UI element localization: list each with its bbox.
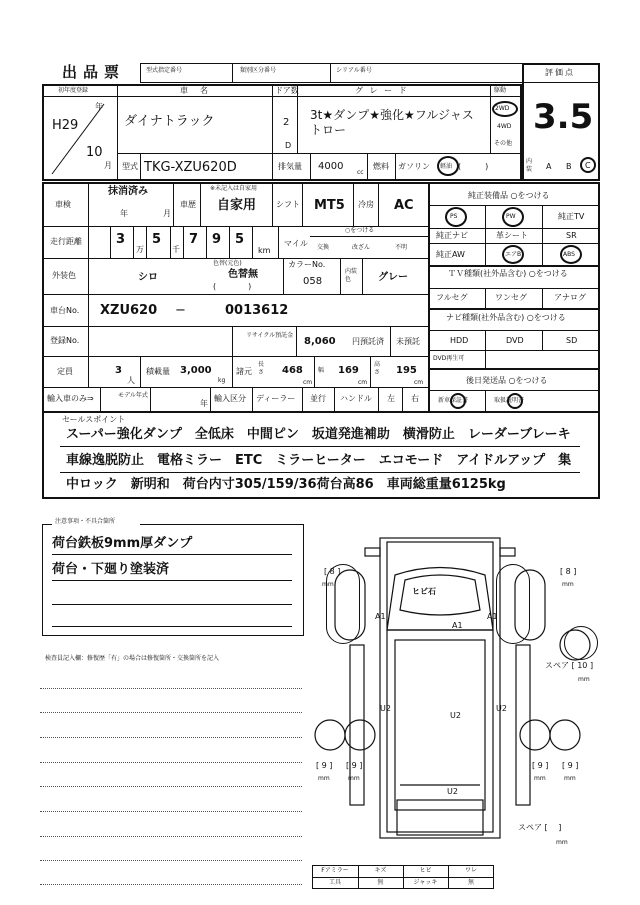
navi-title: ナビ種類(社外品含む) ○をつける — [446, 313, 566, 322]
handle-label: ハンドル — [340, 394, 372, 403]
history-label: 車歴 — [180, 200, 196, 209]
repaint-label: 色替(元色) — [213, 260, 242, 267]
spare-tire-circle — [564, 626, 598, 660]
import-class-label: 輸入区分 — [214, 394, 246, 403]
page-title: 出品票 — [62, 63, 126, 81]
meter-modified: 改ざん — [352, 244, 371, 251]
tv-oneseg: ワンセグ — [495, 293, 527, 302]
mark-u2-left: U2 — [380, 704, 391, 713]
sales-points-line-2: 車線逸脱防止 電格ミラー ETC ミラーヒーター エコモード アイドルアップ 集 — [66, 453, 572, 468]
front-right-tire — [496, 564, 530, 644]
repaint-value: 色替無 — [228, 269, 258, 280]
first-reg-year: H29 — [52, 118, 79, 133]
spare-front-label: スペア [ 10 ] — [545, 661, 594, 670]
shift-label: シフト — [276, 200, 300, 209]
displacement-unit: cc — [357, 169, 364, 176]
mileage-man: 万 — [136, 245, 144, 254]
legend-jack: ジャッキ — [413, 879, 438, 886]
history-note: ※未記入は自家用 — [210, 185, 258, 192]
sales-points-line-1: スーパー強化ダンプ 全低床 中間ピン 坂道発進補助 横滑防止 レーダーブレーキ — [66, 427, 571, 442]
color-code-label: カラーNo. — [288, 260, 326, 269]
history-value: 自家用 — [217, 198, 257, 213]
shift-value: MT5 — [314, 198, 345, 213]
mileage-label: 走行距離 — [50, 237, 82, 246]
chassis-label: 車台No. — [50, 306, 80, 315]
length-label: 長さ — [258, 361, 265, 376]
color-code: 058 — [303, 276, 323, 287]
height-value: 195 — [396, 365, 417, 376]
mileage-digit-3: 7 — [189, 232, 199, 247]
load-label: 積載量 — [146, 367, 170, 376]
legend-header-break: ワレ — [464, 867, 477, 874]
tread-rear-2: [ 9 ] — [346, 761, 363, 770]
spare-rear-unit: mm — [556, 839, 568, 846]
repaint-original: ( ) — [213, 282, 252, 291]
color-label: 外装色 — [52, 271, 76, 280]
handle-right: 右 — [411, 394, 419, 403]
inspection-label: 車検 — [55, 200, 71, 209]
import-dealer: ディーラー — [256, 394, 296, 403]
mileage-digit-1: 3 — [116, 232, 126, 247]
mileage-digit-5: 5 — [235, 232, 245, 247]
first-reg-label: 初年度登録 — [58, 87, 89, 94]
drive-2wd: 2WD — [495, 105, 510, 112]
inspection-month: 月 — [163, 209, 171, 218]
category-number-label: 類別区分番号 — [240, 67, 277, 74]
width-value: 169 — [338, 365, 359, 376]
model-year-label: モデル年式 — [118, 392, 148, 399]
tread-rear-1: [ 9 ] — [316, 761, 333, 770]
later-manual: 取扱説明書 — [494, 397, 525, 404]
navi-sd: SD — [566, 336, 578, 345]
mileage-sen: 千 — [172, 245, 180, 254]
height-unit: cm — [414, 379, 424, 386]
rating-value: 3.5 — [533, 97, 594, 137]
grade-label: グ レ ー ド — [355, 86, 409, 95]
tread-front-right-unit: mm — [562, 581, 574, 588]
front-left-tire — [326, 564, 360, 644]
car-name-label: 車 名 — [180, 86, 210, 95]
mark-a1-left: A1 — [375, 612, 386, 621]
meter-unknown: 不明 — [395, 244, 408, 251]
tread-rear-3-unit: mm — [534, 775, 546, 782]
equip-abs: ABS — [563, 251, 575, 258]
tread-front-right: [ 8 ] — [560, 567, 577, 576]
rating-label: 評価点 — [545, 68, 575, 77]
tread-rear-1-unit: mm — [318, 775, 330, 782]
recycle-paid: 円預託済 — [352, 337, 384, 346]
tv-fullseg: フルセグ — [436, 293, 468, 302]
legend-header-scratch: キズ — [374, 867, 387, 874]
recycle-value: 8,060 — [304, 336, 336, 347]
mileage-digit-2: 5 — [152, 232, 162, 247]
navi-dvd: DVD — [506, 336, 524, 345]
interior-color: グレー — [378, 272, 408, 283]
mark-a1-right: A1 — [487, 612, 498, 621]
recycle-label: リサイクル預託金 — [246, 332, 294, 339]
navi-hdd: HDD — [450, 336, 469, 345]
import-label: 輸入車のみ⇒ — [47, 394, 94, 403]
handle-left: 左 — [387, 394, 395, 403]
serial-number-label: シリアル番号 — [336, 67, 372, 74]
doors-label: ドア数 — [275, 86, 299, 95]
grade-value: 3t★ダンプ★強化★フルジャストロー — [310, 108, 474, 137]
tv-analog: アナログ — [554, 293, 586, 302]
spare-rear-label: スペア [ ] — [518, 823, 562, 832]
equip-sr: SR — [566, 231, 577, 240]
interior-grade-a: A — [546, 162, 552, 171]
legend-header-mirror: Fアミラー — [321, 867, 349, 874]
mileage-km-unit: km — [258, 246, 271, 255]
chassis-number: 0013612 — [225, 303, 289, 318]
sales-points-label: セールスポイント — [62, 415, 126, 424]
tread-front-left: [ 8 ] — [324, 567, 341, 576]
color-value: シロ — [138, 272, 158, 283]
ac-value: AC — [394, 198, 414, 213]
import-parallel: 並行 — [310, 394, 326, 403]
model-designation-label: 型式指定番号 — [146, 67, 183, 74]
mark-u2-rear: U2 — [447, 787, 458, 796]
drive-4wd: 4WD — [497, 123, 512, 130]
tv-title: ＴＶ種類(社外品含む) ○をつける — [448, 269, 568, 278]
width-label: 幅 — [318, 367, 325, 374]
equip-ps: PS — [450, 213, 458, 220]
model-year-unit: 年 — [200, 399, 208, 408]
interior-grade-b: B — [566, 162, 572, 171]
dims-label: 諸元 — [236, 367, 252, 376]
doors-value: 2 — [283, 117, 290, 128]
fuel-other: ( ) — [458, 162, 489, 171]
meter-exchange: 交換 — [317, 244, 330, 251]
equip-pw: PW — [506, 213, 516, 220]
mark-u2-center: U2 — [450, 711, 461, 720]
fuel-gasoline: ガソリン — [398, 162, 430, 171]
mileage-digit-4: 9 — [212, 232, 222, 247]
load-value: 3,000 — [180, 365, 212, 376]
interior-grade-label: 内装 — [526, 158, 533, 173]
later-warranty: 新車保証書 — [438, 397, 469, 404]
chassis-prefix: XZU620 — [100, 303, 158, 318]
tread-rear-2-unit: mm — [348, 775, 360, 782]
capacity-unit: 人 — [127, 376, 135, 385]
inspection-year: 年 — [120, 209, 128, 218]
capacity-value: 3 — [115, 365, 122, 376]
ac-label: 冷房 — [358, 200, 374, 209]
chassis-dash: − — [175, 303, 186, 318]
dvd-playback: DVD再生可 — [433, 355, 465, 362]
first-reg-month: 10 — [86, 145, 103, 160]
tread-rear-3: [ 9 ] — [532, 761, 549, 770]
length-unit: cm — [303, 379, 313, 386]
sales-points-line-3: 中ロック 新明和 荷台内寸305/159/36荷台高86 車両総重量6125kg — [66, 477, 506, 492]
month-unit: 月 — [104, 161, 112, 170]
interior-grade-c: C — [585, 161, 591, 170]
drive-label: 駆動 — [494, 87, 507, 94]
tread-rear-4-unit: mm — [564, 775, 576, 782]
equip-navi: 純正ナビ — [436, 231, 468, 240]
inspector-label: 検査員記入欄：修復歴「有」の場合は修復箇所・交換箇所を記入 — [45, 655, 220, 662]
drive-other: その他 — [494, 140, 513, 147]
fuel-label: 燃料 — [373, 162, 389, 171]
year-unit: 年 — [95, 102, 103, 111]
later-title: 後日発送品 ○をつける — [466, 376, 548, 385]
height-label: 高さ — [374, 361, 381, 376]
model-label: 型式 — [122, 162, 138, 171]
capacity-label: 定員 — [57, 367, 73, 376]
legend-tools: 工具 — [328, 879, 341, 886]
model-code: TKG-XZU620D — [144, 160, 237, 175]
spare-front-unit: mm — [578, 676, 590, 683]
tread-front-left-unit: mm — [322, 581, 334, 588]
tread-rear-4: [ 9 ] — [562, 761, 579, 770]
displacement-label: 排気量 — [278, 162, 302, 171]
registration-label: 登録No. — [50, 336, 80, 345]
notes-label: 注意事項・不具合箇所 — [55, 518, 116, 525]
mark-a1-center: A1 — [452, 621, 463, 630]
equip-airbag: エアB — [505, 251, 522, 258]
equip-aw: 純正AW — [436, 250, 465, 259]
equip-leather: 革シート — [496, 231, 528, 240]
width-unit: cm — [358, 379, 368, 386]
legend-jack-value: 無 — [467, 879, 474, 886]
equipment-title: 純正装備品 ○をつける — [468, 191, 550, 200]
notes-line-2: 荷台・下廻り塗装済 — [52, 562, 170, 577]
recycle-unpaid: 未預託 — [396, 337, 420, 346]
mark-chip: ヒビ石 — [412, 587, 436, 596]
meter-circle-label: ○をつける — [345, 227, 375, 234]
car-name: ダイナトラック — [124, 114, 215, 129]
inspection-value: 抹消済み — [108, 186, 148, 197]
equip-tv: 純正TV — [558, 212, 585, 221]
notes-line-1: 荷台鉄板9mm厚ダンプ — [52, 536, 193, 551]
door-suffix: D — [285, 141, 292, 150]
load-unit: kg — [218, 377, 226, 384]
mark-u2-right: U2 — [496, 704, 507, 713]
fuel-diesel: 軽油 — [440, 163, 453, 170]
displacement-value: 4000 — [318, 161, 344, 172]
legend-header-crack: ヒビ — [419, 867, 432, 874]
legend-tools-value: 無 — [377, 879, 384, 886]
length-value: 468 — [282, 365, 303, 376]
mile-label: マイル — [284, 239, 308, 248]
interior-color-label: 内装色 — [345, 268, 358, 283]
